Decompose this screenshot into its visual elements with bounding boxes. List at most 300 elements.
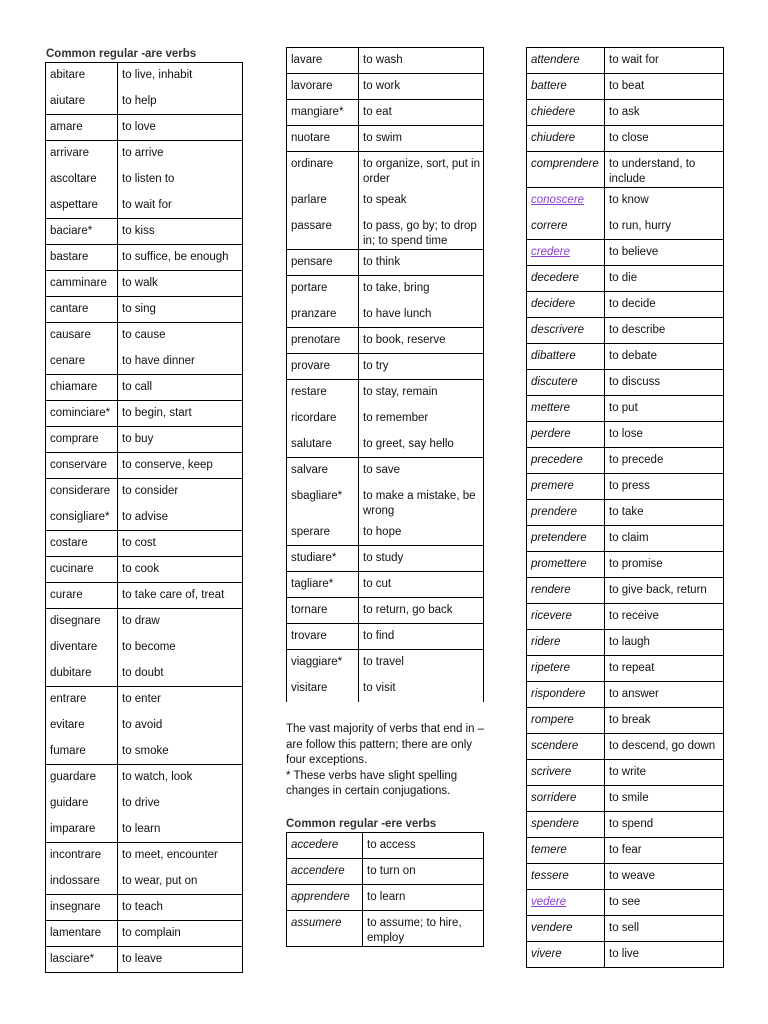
verb-meaning: to make a mistake, be wrong (359, 484, 484, 520)
verb-row (46, 661, 243, 687)
verb-infinitive: parlare (287, 188, 359, 214)
verb-row (527, 152, 724, 188)
verb-meaning: to have dinner (118, 349, 243, 375)
verb-infinitive: cantare (46, 297, 118, 323)
verb-row (527, 630, 724, 656)
verb-meaning: to return, go back (359, 598, 484, 624)
verb-row (287, 354, 484, 380)
verb-meaning: to claim (605, 526, 724, 552)
verb-meaning: to meet, encounter (118, 843, 243, 869)
verb-meaning: to take (605, 500, 724, 526)
verb-meaning: to help (118, 89, 243, 115)
verb-infinitive: camminare (46, 271, 118, 297)
verb-meaning: to believe (605, 240, 724, 266)
verb-meaning: to assume; to hire, employ (363, 911, 484, 947)
verb-meaning: to consider (118, 479, 243, 505)
verb-infinitive: evitare (46, 713, 118, 739)
verb-infinitive: battere (527, 74, 605, 100)
verb-infinitive: arrivare (46, 141, 118, 167)
verb-meaning: to precede (605, 448, 724, 474)
verb-meaning: to break (605, 708, 724, 734)
verb-infinitive: aspettare (46, 193, 118, 219)
verb-meaning: to work (359, 74, 484, 100)
verb-infinitive: rendere (527, 578, 605, 604)
verb-infinitive: sorridere (527, 786, 605, 812)
verb-infinitive: pensare (287, 250, 359, 276)
verb-infinitive: rispondere (527, 682, 605, 708)
verb-infinitive: chiamare (46, 375, 118, 401)
verb-meaning: to live, inhabit (118, 63, 243, 89)
verb-infinitive: dibattere (527, 344, 605, 370)
verb-meaning: to wait for (605, 48, 724, 74)
verb-meaning: to turn on (363, 859, 484, 885)
verb-meaning: to have lunch (359, 302, 484, 328)
verb-infinitive: accedere (287, 833, 363, 859)
verb-infinitive: decedere (527, 266, 605, 292)
verb-infinitive: lamentare (46, 921, 118, 947)
verb-meaning: to know (605, 188, 724, 214)
verb-meaning: to press (605, 474, 724, 500)
verb-meaning: to run, hurry (605, 214, 724, 240)
verb-infinitive: ricordare (287, 406, 359, 432)
verb-row (287, 250, 484, 276)
verb-infinitive: sbagliare* (287, 484, 359, 520)
verb-meaning: to leave (118, 947, 243, 973)
verb-meaning: to take care of, treat (118, 583, 243, 609)
verb-infinitive: chiedere (527, 100, 605, 126)
verb-meaning: to smoke (118, 739, 243, 765)
verb-meaning: to promise (605, 552, 724, 578)
verb-infinitive: aiutare (46, 89, 118, 115)
verb-row (287, 214, 484, 250)
note-spelling-changes: * These verbs have slight spelling changes in certain conjugations. (286, 769, 458, 797)
verb-infinitive: descrivere (527, 318, 605, 344)
verb-meaning: to enter (118, 687, 243, 713)
verb-infinitive: entrare (46, 687, 118, 713)
verb-row (46, 219, 243, 245)
verb-row (527, 48, 724, 74)
verb-row (46, 635, 243, 661)
verb-infinitive: vendere (527, 916, 605, 942)
verb-meaning: to cut (359, 572, 484, 598)
verb-row (46, 141, 243, 167)
verb-meaning: to think (359, 250, 484, 276)
verb-infinitive: guardare (46, 765, 118, 791)
verb-meaning: to find (359, 624, 484, 650)
verb-row (287, 598, 484, 624)
verb-infinitive: ripetere (527, 656, 605, 682)
verb-row (46, 609, 243, 635)
verb-row (46, 401, 243, 427)
verb-infinitive: assumere (287, 911, 363, 947)
verb-meaning: to cost (118, 531, 243, 557)
verb-meaning: to advise (118, 505, 243, 531)
verb-meaning: to descend, go down (605, 734, 724, 760)
verb-row (46, 245, 243, 271)
verb-meaning: to stay, remain (359, 380, 484, 406)
verb-infinitive[interactable]: vedere (527, 890, 605, 916)
verb-meaning: to sing (118, 297, 243, 323)
verb-infinitive: tagliare* (287, 572, 359, 598)
verb-meaning: to arrive (118, 141, 243, 167)
verb-row (527, 552, 724, 578)
verb-infinitive: ricevere (527, 604, 605, 630)
verb-row (527, 916, 724, 942)
verb-infinitive: dubitare (46, 661, 118, 687)
verb-row (527, 760, 724, 786)
verb-meaning: to listen to (118, 167, 243, 193)
verb-meaning: to save (359, 458, 484, 484)
verb-infinitive: ordinare (287, 152, 359, 188)
verb-infinitive: trovare (287, 624, 359, 650)
verb-meaning: to call (118, 375, 243, 401)
verb-row (527, 74, 724, 100)
ere-verbs-table-col3 (526, 47, 724, 968)
verb-infinitive[interactable]: conoscere (527, 188, 605, 214)
verb-row (527, 942, 724, 968)
verb-row (527, 500, 724, 526)
verb-infinitive: nuotare (287, 126, 359, 152)
verb-row (287, 302, 484, 328)
verb-meaning: to laugh (605, 630, 724, 656)
verb-row (527, 448, 724, 474)
verb-infinitive: salvare (287, 458, 359, 484)
verb-row (46, 713, 243, 739)
verb-meaning: to teach (118, 895, 243, 921)
verb-meaning: to complain (118, 921, 243, 947)
verb-meaning: to wear, put on (118, 869, 243, 895)
verb-meaning: to draw (118, 609, 243, 635)
verb-meaning: to wash (359, 48, 484, 74)
verb-meaning: to learn (118, 817, 243, 843)
verb-infinitive: lavare (287, 48, 359, 74)
verb-infinitive: chiudere (527, 126, 605, 152)
verb-infinitive: premere (527, 474, 605, 500)
verb-meaning: to put (605, 396, 724, 422)
verb-meaning: to die (605, 266, 724, 292)
verb-meaning: to eat (359, 100, 484, 126)
verb-row (287, 572, 484, 598)
verb-infinitive: apprendere (287, 885, 363, 911)
verb-row (287, 406, 484, 432)
verb-row (46, 167, 243, 193)
verb-row (527, 292, 724, 318)
verb-meaning: to conserve, keep (118, 453, 243, 479)
verb-infinitive: ascoltare (46, 167, 118, 193)
verb-row (287, 650, 484, 676)
verb-infinitive: tessere (527, 864, 605, 890)
verb-row (527, 838, 724, 864)
verb-row (527, 474, 724, 500)
verb-infinitive: restare (287, 380, 359, 406)
verb-row (287, 624, 484, 650)
verb-meaning: to travel (359, 650, 484, 676)
verb-infinitive: perdere (527, 422, 605, 448)
verb-row (46, 583, 243, 609)
verb-row (46, 375, 243, 401)
verb-infinitive: correre (527, 214, 605, 240)
verb-meaning: to swim (359, 126, 484, 152)
verb-row (287, 458, 484, 484)
verb-row (527, 240, 724, 266)
verb-infinitive: tornare (287, 598, 359, 624)
verb-infinitive: ridere (527, 630, 605, 656)
verb-infinitive: provare (287, 354, 359, 380)
verb-row (527, 344, 724, 370)
verb-row (527, 422, 724, 448)
verb-infinitive: consigliare* (46, 505, 118, 531)
verb-infinitive: scrivere (527, 760, 605, 786)
verb-meaning: to cause (118, 323, 243, 349)
verb-row (527, 786, 724, 812)
verb-meaning: to smile (605, 786, 724, 812)
verb-infinitive[interactable]: credere (527, 240, 605, 266)
verb-infinitive: pretendere (527, 526, 605, 552)
verb-row (46, 505, 243, 531)
verb-meaning: to hope (359, 520, 484, 546)
verb-meaning: to study (359, 546, 484, 572)
verb-infinitive: prenotare (287, 328, 359, 354)
verb-meaning: to organize, sort, put in order (359, 152, 484, 188)
verb-meaning: to describe (605, 318, 724, 344)
verb-meaning: to access (363, 833, 484, 859)
verb-row (527, 370, 724, 396)
verb-meaning: to learn (363, 885, 484, 911)
verb-row (46, 115, 243, 141)
verb-meaning: to avoid (118, 713, 243, 739)
verb-row (46, 765, 243, 791)
verb-meaning: to become (118, 635, 243, 661)
verb-row (287, 188, 484, 214)
verb-meaning: to visit (359, 676, 484, 702)
verb-infinitive: fumare (46, 739, 118, 765)
verb-infinitive: cucinare (46, 557, 118, 583)
verb-meaning: to repeat (605, 656, 724, 682)
verb-row (527, 682, 724, 708)
verb-meaning: to give back, return (605, 578, 724, 604)
verb-row (287, 885, 484, 911)
verb-infinitive: diventare (46, 635, 118, 661)
verb-infinitive: costare (46, 531, 118, 557)
verb-infinitive: considerare (46, 479, 118, 505)
verb-infinitive: attendere (527, 48, 605, 74)
verb-row (46, 297, 243, 323)
verb-row (287, 432, 484, 458)
are-verbs-heading: Common regular -are verbs (46, 48, 197, 60)
verb-infinitive: insegnare (46, 895, 118, 921)
verb-meaning: to speak (359, 188, 484, 214)
verb-infinitive: bastare (46, 245, 118, 271)
verb-meaning: to sell (605, 916, 724, 942)
are-verbs-table-col2 (286, 47, 484, 702)
verb-infinitive: accendere (287, 859, 363, 885)
verb-meaning: to doubt (118, 661, 243, 687)
verb-row (287, 911, 484, 947)
verb-infinitive: scendere (527, 734, 605, 760)
verb-row (46, 323, 243, 349)
verb-meaning: to pass, go by; to drop in; to spend time (359, 214, 484, 250)
verb-meaning: to close (605, 126, 724, 152)
verb-row (46, 271, 243, 297)
verb-row (527, 318, 724, 344)
verb-row (287, 833, 484, 859)
verb-row (46, 947, 243, 973)
note-exceptions: The vast majority of verbs that end in –are follow this pattern; there are only four exceptions. (286, 723, 485, 766)
verb-meaning: to decide (605, 292, 724, 318)
verb-infinitive: discutere (527, 370, 605, 396)
verb-meaning: to wait for (118, 193, 243, 219)
verb-infinitive: vivere (527, 942, 605, 968)
verb-infinitive: abitare (46, 63, 118, 89)
verb-meaning: to weave (605, 864, 724, 890)
verb-meaning: to begin, start (118, 401, 243, 427)
verb-meaning: to greet, say hello (359, 432, 484, 458)
verb-infinitive: incontrare (46, 843, 118, 869)
verb-meaning: to book, reserve (359, 328, 484, 354)
verb-row (287, 100, 484, 126)
verb-infinitive: pranzare (287, 302, 359, 328)
verb-meaning: to answer (605, 682, 724, 708)
verb-row (287, 380, 484, 406)
verb-row (287, 276, 484, 302)
verb-meaning: to discuss (605, 370, 724, 396)
ere-verbs-table-col2 (286, 832, 484, 947)
verb-row (46, 531, 243, 557)
verb-row (46, 453, 243, 479)
verb-infinitive: guidare (46, 791, 118, 817)
verb-row (46, 869, 243, 895)
verb-infinitive: curare (46, 583, 118, 609)
verb-row (46, 817, 243, 843)
verb-meaning: to take, bring (359, 276, 484, 302)
verb-row (287, 328, 484, 354)
verb-row (287, 546, 484, 572)
verb-row (46, 63, 243, 89)
verb-row (46, 739, 243, 765)
verb-row (287, 74, 484, 100)
verb-infinitive: comprare (46, 427, 118, 453)
verb-row (46, 687, 243, 713)
verb-meaning: to debate (605, 344, 724, 370)
verb-row (527, 656, 724, 682)
verb-infinitive: conservare (46, 453, 118, 479)
verb-row (287, 676, 484, 702)
verb-infinitive: temere (527, 838, 605, 864)
verb-meaning: to lose (605, 422, 724, 448)
verb-meaning: to buy (118, 427, 243, 453)
verb-row (287, 484, 484, 520)
verb-infinitive: passare (287, 214, 359, 250)
verb-infinitive: imparare (46, 817, 118, 843)
verb-row (527, 214, 724, 240)
verb-infinitive: cenare (46, 349, 118, 375)
verb-infinitive: rompere (527, 708, 605, 734)
verb-row (46, 349, 243, 375)
verb-row (527, 100, 724, 126)
verb-infinitive: comprendere (527, 152, 605, 188)
verb-row (46, 479, 243, 505)
verb-meaning: to try (359, 354, 484, 380)
verb-infinitive: cominciare* (46, 401, 118, 427)
verb-row (527, 604, 724, 630)
verb-infinitive: mangiare* (287, 100, 359, 126)
verb-infinitive: promettere (527, 552, 605, 578)
verb-meaning: to fear (605, 838, 724, 864)
verb-row (287, 152, 484, 188)
verb-row (46, 427, 243, 453)
verb-infinitive: viaggiare* (287, 650, 359, 676)
verb-infinitive: studiare* (287, 546, 359, 572)
verb-infinitive: prendere (527, 500, 605, 526)
verb-meaning: to drive (118, 791, 243, 817)
verb-row (287, 859, 484, 885)
verb-infinitive: causare (46, 323, 118, 349)
verb-meaning: to see (605, 890, 724, 916)
verb-row (527, 708, 724, 734)
verb-row (46, 791, 243, 817)
verb-meaning: to ask (605, 100, 724, 126)
verb-row (46, 193, 243, 219)
verb-row (527, 890, 724, 916)
verb-infinitive: portare (287, 276, 359, 302)
verb-meaning: to watch, look (118, 765, 243, 791)
verb-row (46, 89, 243, 115)
verb-meaning: to cook (118, 557, 243, 583)
verb-row (287, 48, 484, 74)
verb-row (527, 126, 724, 152)
verb-infinitive: sperare (287, 520, 359, 546)
verb-infinitive: disegnare (46, 609, 118, 635)
verb-infinitive: decidere (527, 292, 605, 318)
verb-meaning: to understand, to include (605, 152, 724, 188)
verb-row (527, 266, 724, 292)
verb-row (46, 921, 243, 947)
verb-infinitive: salutare (287, 432, 359, 458)
are-verbs-table-col1 (45, 62, 243, 973)
verb-row (287, 520, 484, 546)
verb-meaning: to live (605, 942, 724, 968)
verb-row (46, 895, 243, 921)
verb-row (527, 864, 724, 890)
are-verbs-notes (286, 722, 486, 800)
verb-infinitive: mettere (527, 396, 605, 422)
verb-row (527, 188, 724, 214)
verb-meaning: to walk (118, 271, 243, 297)
verb-meaning: to love (118, 115, 243, 141)
verb-meaning: to receive (605, 604, 724, 630)
verb-row (527, 734, 724, 760)
ere-verbs-heading: Common regular -ere verbs (286, 818, 437, 830)
verb-row (46, 843, 243, 869)
verb-infinitive: indossare (46, 869, 118, 895)
verb-row (527, 812, 724, 838)
verb-infinitive: precedere (527, 448, 605, 474)
verb-row (527, 578, 724, 604)
verb-infinitive: spendere (527, 812, 605, 838)
verb-meaning: to kiss (118, 219, 243, 245)
verb-meaning: to remember (359, 406, 484, 432)
verb-row (527, 396, 724, 422)
verb-row (46, 557, 243, 583)
verb-meaning: to spend (605, 812, 724, 838)
verb-infinitive: visitare (287, 676, 359, 702)
verb-infinitive: lasciare* (46, 947, 118, 973)
verb-meaning: to write (605, 760, 724, 786)
verb-meaning: to beat (605, 74, 724, 100)
verb-row (287, 126, 484, 152)
verb-row (527, 526, 724, 552)
verb-infinitive: lavorare (287, 74, 359, 100)
